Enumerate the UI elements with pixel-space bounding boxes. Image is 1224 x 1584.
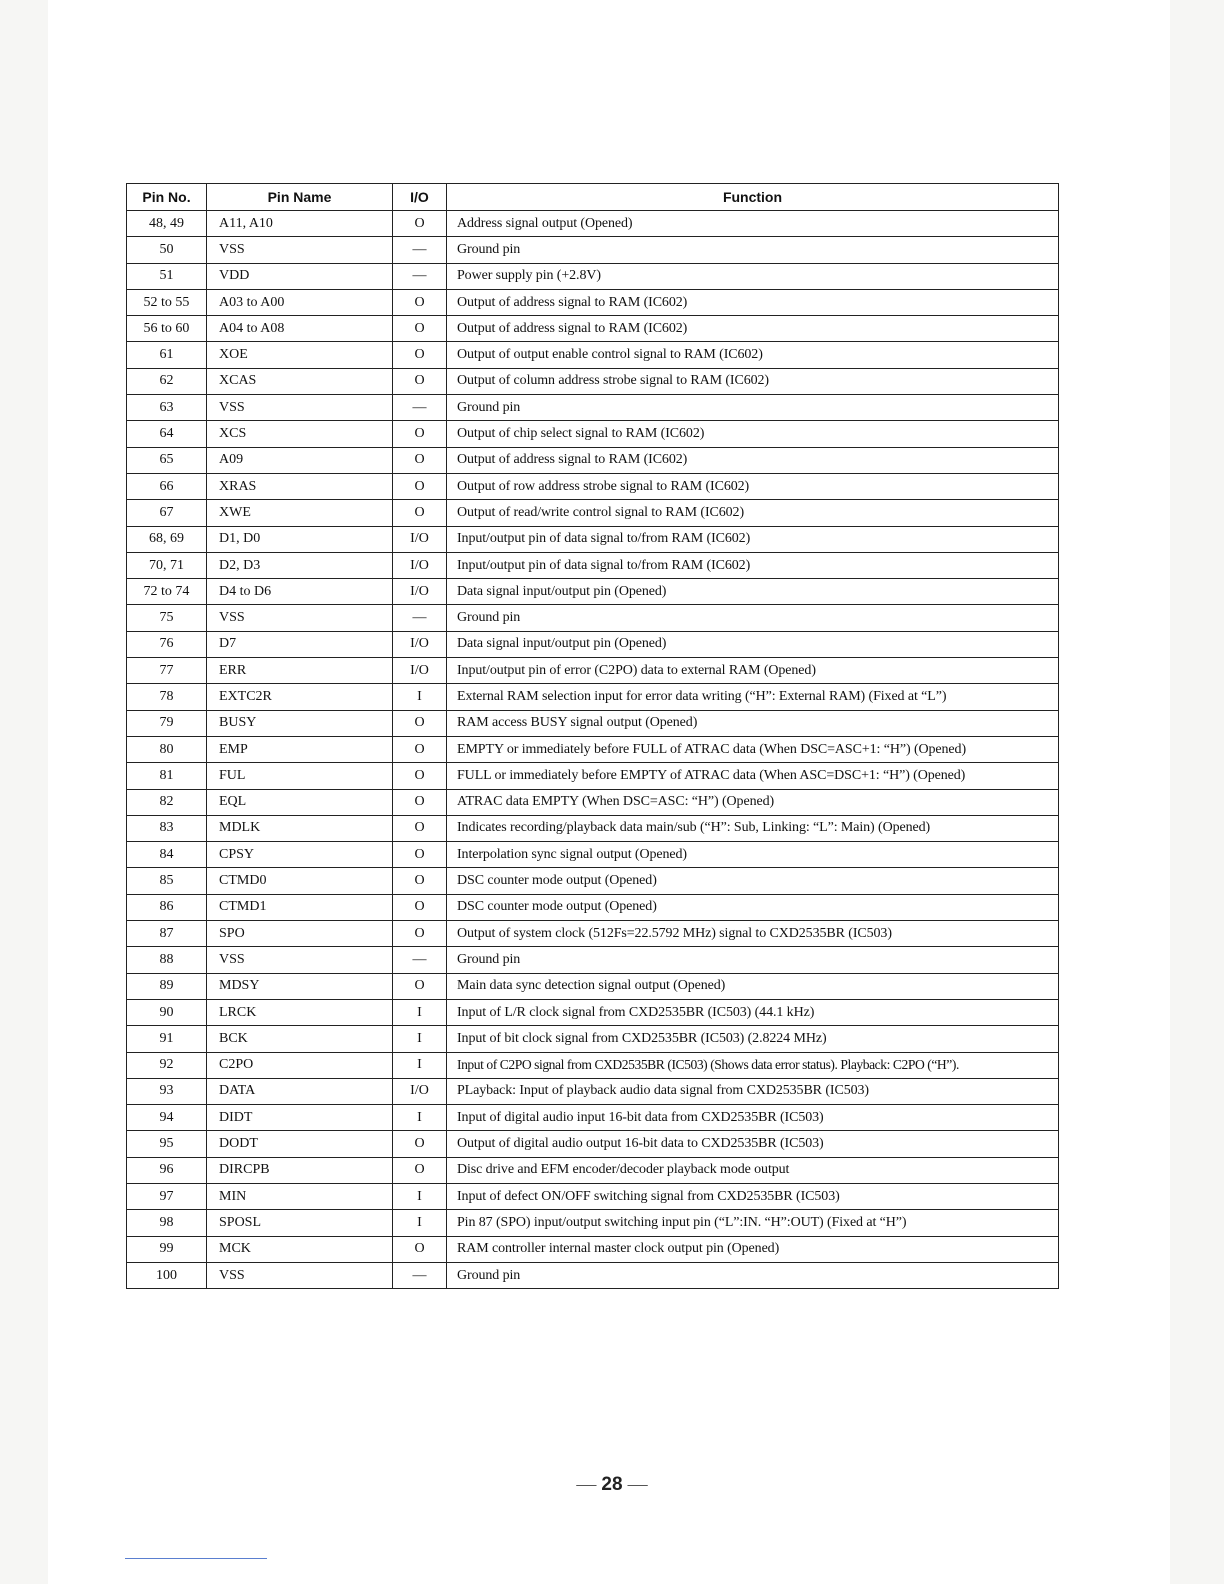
page-number-dash-right: — (627, 1473, 648, 1495)
table-row (127, 1078, 1059, 1104)
pin-name-cell: XRAS (207, 473, 393, 499)
pin-name-cell: MCK (207, 1236, 393, 1262)
io-cell: I/O (393, 552, 447, 578)
function-cell: RAM access BUSY signal output (Opened) (447, 710, 1059, 736)
table-row (127, 473, 1059, 499)
function-cell: Output of digital audio output 16-bit data to CXD2535BR (IC503) (447, 1131, 1059, 1157)
pin-name-cell: EMP (207, 736, 393, 762)
function-cell: Output of address signal to RAM (IC602) (447, 447, 1059, 473)
function-cell: Output of system clock (512Fs=22.5792 MHz) signal to CXD2535BR (IC503) (447, 921, 1059, 947)
pin-name-cell: A09 (207, 447, 393, 473)
function-cell: DSC counter mode output (Opened) (447, 868, 1059, 894)
table-row (127, 921, 1059, 947)
io-cell: O (393, 736, 447, 762)
io-cell: — (393, 1262, 447, 1288)
io-cell: I/O (393, 1078, 447, 1104)
io-cell: I/O (393, 526, 447, 552)
table-row (127, 552, 1059, 578)
table-row (127, 973, 1059, 999)
table-row (127, 763, 1059, 789)
function-cell: DSC counter mode output (Opened) (447, 894, 1059, 920)
io-cell: I (393, 1183, 447, 1209)
pin-no-cell: 78 (127, 684, 207, 710)
function-cell: FULL or immediately before EMPTY of ATRAC data (When ASC=DSC+1: “H”) (Opened) (447, 763, 1059, 789)
io-cell: O (393, 763, 447, 789)
io-cell: O (393, 789, 447, 815)
function-cell: Input of bit clock signal from CXD2535BR (IC503) (2.8224 MHz) (447, 1026, 1059, 1052)
io-cell: I/O (393, 579, 447, 605)
io-cell: O (393, 1157, 447, 1183)
function-cell: Input/output pin of error (C2PO) data to external RAM (Opened) (447, 658, 1059, 684)
table-row (127, 395, 1059, 421)
pin-no-cell: 82 (127, 789, 207, 815)
table-row (127, 289, 1059, 315)
io-cell: O (393, 211, 447, 237)
pin-no-cell: 50 (127, 237, 207, 263)
pin-no-cell: 63 (127, 395, 207, 421)
function-cell: Data signal input/output pin (Opened) (447, 579, 1059, 605)
pin-no-cell: 77 (127, 658, 207, 684)
pin-no-cell: 61 (127, 342, 207, 368)
table-row (127, 999, 1059, 1025)
pin-no-cell: 87 (127, 921, 207, 947)
pin-no-cell: 88 (127, 947, 207, 973)
table-body (127, 211, 1059, 1289)
function-cell: Input/output pin of data signal to/from RAM (IC602) (447, 526, 1059, 552)
function-cell: Disc drive and EFM encoder/decoder playback mode output (447, 1157, 1059, 1183)
io-cell: — (393, 263, 447, 289)
function-cell: Input of digital audio input 16-bit data from CXD2535BR (IC503) (447, 1105, 1059, 1131)
header-pin-name: Pin Name (207, 184, 393, 211)
pin-name-cell: DIRCPB (207, 1157, 393, 1183)
pin-no-cell: 51 (127, 263, 207, 289)
io-cell: O (393, 1236, 447, 1262)
header-pin-no: Pin No. (127, 184, 207, 211)
table-row (127, 1183, 1059, 1209)
pin-no-cell: 68, 69 (127, 526, 207, 552)
pin-name-cell: FUL (207, 763, 393, 789)
table-row (127, 368, 1059, 394)
pin-name-cell: MIN (207, 1183, 393, 1209)
pin-name-cell: XCAS (207, 368, 393, 394)
table-row (127, 316, 1059, 342)
io-cell: O (393, 473, 447, 499)
io-cell: O (393, 421, 447, 447)
pin-no-cell: 81 (127, 763, 207, 789)
io-cell: — (393, 947, 447, 973)
pin-no-cell: 91 (127, 1026, 207, 1052)
pin-no-cell: 66 (127, 473, 207, 499)
pin-no-cell: 92 (127, 1052, 207, 1078)
page-number-dash-left: — (576, 1473, 597, 1495)
pin-no-cell: 72 to 74 (127, 579, 207, 605)
pin-no-cell: 48, 49 (127, 211, 207, 237)
pin-no-cell: 95 (127, 1131, 207, 1157)
table-row (127, 421, 1059, 447)
function-cell: Ground pin (447, 605, 1059, 631)
function-cell: PLayback: Input of playback audio data signal from CXD2535BR (IC503) (447, 1078, 1059, 1104)
io-cell: O (393, 289, 447, 315)
function-cell: Input of defect ON/OFF switching signal from CXD2535BR (IC503) (447, 1183, 1059, 1209)
pin-name-cell: VSS (207, 605, 393, 631)
function-cell: Output of output enable control signal to RAM (IC602) (447, 342, 1059, 368)
pin-no-cell: 75 (127, 605, 207, 631)
pin-no-cell: 85 (127, 868, 207, 894)
function-cell: Output of column address strobe signal to RAM (IC602) (447, 368, 1059, 394)
io-cell: — (393, 395, 447, 421)
pin-no-cell: 94 (127, 1105, 207, 1131)
function-cell: Output of chip select signal to RAM (IC602) (447, 421, 1059, 447)
header-io: I/O (393, 184, 447, 211)
pin-no-cell: 96 (127, 1157, 207, 1183)
io-cell: I (393, 999, 447, 1025)
io-cell: O (393, 1131, 447, 1157)
pin-name-cell: D1, D0 (207, 526, 393, 552)
function-cell: Data signal input/output pin (Opened) (447, 631, 1059, 657)
pin-name-cell: SPO (207, 921, 393, 947)
pin-no-cell: 84 (127, 842, 207, 868)
pin-name-cell: CTMD1 (207, 894, 393, 920)
io-cell: I (393, 1105, 447, 1131)
function-cell: Output of address signal to RAM (IC602) (447, 289, 1059, 315)
function-cell: Power supply pin (+2.8V) (447, 263, 1059, 289)
pin-name-cell: BUSY (207, 710, 393, 736)
table-row (127, 894, 1059, 920)
io-cell: O (393, 316, 447, 342)
pin-name-cell: MDLK (207, 815, 393, 841)
function-cell: Ground pin (447, 1262, 1059, 1288)
io-cell: I (393, 1052, 447, 1078)
pin-name-cell: D7 (207, 631, 393, 657)
pin-name-cell: LRCK (207, 999, 393, 1025)
io-cell: O (393, 894, 447, 920)
table-row (127, 605, 1059, 631)
pin-name-cell: DATA (207, 1078, 393, 1104)
table-row (127, 263, 1059, 289)
pin-no-cell: 67 (127, 500, 207, 526)
function-cell: Input of C2PO signal from CXD2535BR (IC503) (Shows data error status). Playback: C2PO (“H”). (447, 1052, 1059, 1078)
table-row (127, 868, 1059, 894)
io-cell: O (393, 842, 447, 868)
pin-name-cell: MDSY (207, 973, 393, 999)
pin-name-cell: CPSY (207, 842, 393, 868)
function-cell: Ground pin (447, 947, 1059, 973)
table-row (127, 500, 1059, 526)
function-cell: Address signal output (Opened) (447, 211, 1059, 237)
table-row (127, 710, 1059, 736)
io-cell: O (393, 973, 447, 999)
table-row (127, 1262, 1059, 1288)
pin-name-cell: EXTC2R (207, 684, 393, 710)
table-row (127, 1105, 1059, 1131)
pin-name-cell: A11, A10 (207, 211, 393, 237)
function-cell: Output of address signal to RAM (IC602) (447, 316, 1059, 342)
table-row (127, 1236, 1059, 1262)
io-cell: — (393, 237, 447, 263)
pin-no-cell: 99 (127, 1236, 207, 1262)
pin-function-table (126, 183, 1059, 1289)
table-row (127, 1131, 1059, 1157)
pin-name-cell: DIDT (207, 1105, 393, 1131)
function-cell: Input of L/R clock signal from CXD2535BR (IC503) (44.1 kHz) (447, 999, 1059, 1025)
pin-no-cell: 80 (127, 736, 207, 762)
pin-name-cell: BCK (207, 1026, 393, 1052)
io-cell: O (393, 815, 447, 841)
io-cell: O (393, 447, 447, 473)
table-row (127, 631, 1059, 657)
pin-name-cell: DODT (207, 1131, 393, 1157)
function-cell: Main data sync detection signal output (Opened) (447, 973, 1059, 999)
table-row (127, 658, 1059, 684)
function-cell: Ground pin (447, 237, 1059, 263)
pin-name-cell: VSS (207, 1262, 393, 1288)
io-cell: O (393, 921, 447, 947)
pin-no-cell: 56 to 60 (127, 316, 207, 342)
function-cell: External RAM selection input for error data writing (“H”: External RAM) (Fixed at “L”) (447, 684, 1059, 710)
table-row (127, 1026, 1059, 1052)
pin-name-cell: ERR (207, 658, 393, 684)
table-row (127, 447, 1059, 473)
pin-name-cell: CTMD0 (207, 868, 393, 894)
pin-no-cell: 65 (127, 447, 207, 473)
page-number (0, 1473, 1224, 1496)
table-row (127, 1210, 1059, 1236)
function-cell: RAM controller internal master clock output pin (Opened) (447, 1236, 1059, 1262)
io-cell: O (393, 368, 447, 394)
header-function: Function (447, 184, 1059, 211)
pin-no-cell: 100 (127, 1262, 207, 1288)
pin-name-cell: XOE (207, 342, 393, 368)
function-cell: Output of row address strobe signal to RAM (IC602) (447, 473, 1059, 499)
pin-name-cell: D2, D3 (207, 552, 393, 578)
pin-no-cell: 62 (127, 368, 207, 394)
table-row (127, 237, 1059, 263)
function-cell: Output of read/write control signal to RAM (IC602) (447, 500, 1059, 526)
pin-no-cell: 98 (127, 1210, 207, 1236)
pin-name-cell: VSS (207, 395, 393, 421)
io-cell: O (393, 342, 447, 368)
pin-name-cell: D4 to D6 (207, 579, 393, 605)
table-header-row (127, 184, 1059, 211)
io-cell: I/O (393, 631, 447, 657)
io-cell: O (393, 868, 447, 894)
function-cell: Interpolation sync signal output (Opened) (447, 842, 1059, 868)
pin-name-cell: SPOSL (207, 1210, 393, 1236)
page-number-value: 28 (601, 1474, 623, 1495)
bottom-rule (125, 1558, 267, 1559)
pin-no-cell: 89 (127, 973, 207, 999)
pin-no-cell: 97 (127, 1183, 207, 1209)
pin-no-cell: 76 (127, 631, 207, 657)
table-row (127, 842, 1059, 868)
pin-name-cell: A04 to A08 (207, 316, 393, 342)
table-row (127, 684, 1059, 710)
table-row (127, 342, 1059, 368)
pin-no-cell: 79 (127, 710, 207, 736)
pin-name-cell: VSS (207, 237, 393, 263)
function-cell: ATRAC data EMPTY (When DSC=ASC: “H”) (Opened) (447, 789, 1059, 815)
io-cell: O (393, 500, 447, 526)
io-cell: I (393, 684, 447, 710)
pin-no-cell: 52 to 55 (127, 289, 207, 315)
pin-name-cell: VSS (207, 947, 393, 973)
pin-no-cell: 70, 71 (127, 552, 207, 578)
pin-no-cell: 64 (127, 421, 207, 447)
pin-name-cell: EQL (207, 789, 393, 815)
table-row (127, 815, 1059, 841)
function-cell: Indicates recording/playback data main/sub (“H”: Sub, Linking: “L”: Main) (Opened) (447, 815, 1059, 841)
function-cell: Pin 87 (SPO) input/output switching input pin (“L”:IN. “H”:OUT) (Fixed at “H”) (447, 1210, 1059, 1236)
table-row (127, 526, 1059, 552)
pin-name-cell: XCS (207, 421, 393, 447)
io-cell: I (393, 1210, 447, 1236)
pin-name-cell: C2PO (207, 1052, 393, 1078)
pin-no-cell: 86 (127, 894, 207, 920)
table-row (127, 1052, 1059, 1078)
io-cell: — (393, 605, 447, 631)
io-cell: O (393, 710, 447, 736)
pin-no-cell: 83 (127, 815, 207, 841)
pin-no-cell: 90 (127, 999, 207, 1025)
pin-name-cell: VDD (207, 263, 393, 289)
table-row (127, 736, 1059, 762)
table-row (127, 211, 1059, 237)
io-cell: I/O (393, 658, 447, 684)
pin-name-cell: XWE (207, 500, 393, 526)
function-cell: Ground pin (447, 395, 1059, 421)
table-row (127, 789, 1059, 815)
table-row (127, 947, 1059, 973)
pin-no-cell: 93 (127, 1078, 207, 1104)
table-row (127, 1157, 1059, 1183)
pin-name-cell: A03 to A00 (207, 289, 393, 315)
function-cell: Input/output pin of data signal to/from RAM (IC602) (447, 552, 1059, 578)
table-row (127, 579, 1059, 605)
function-cell: EMPTY or immediately before FULL of ATRAC data (When DSC=ASC+1: “H”) (Opened) (447, 736, 1059, 762)
io-cell: I (393, 1026, 447, 1052)
